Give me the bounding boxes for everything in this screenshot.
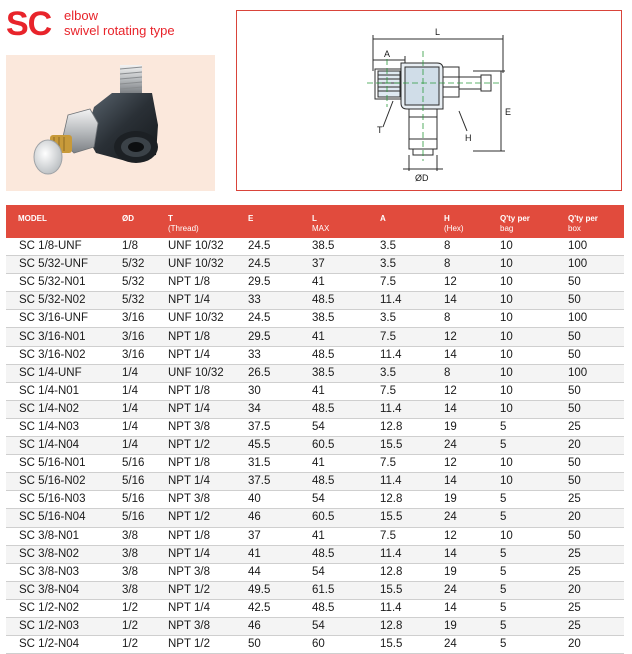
table-cell: 14 [432, 346, 488, 364]
table-cell: NPT 1/8 [156, 382, 236, 400]
table-row [6, 545, 624, 563]
table-cell: 7.5 [368, 382, 432, 400]
table-row [6, 292, 624, 310]
table-cell: 1/2 [110, 636, 156, 654]
table-cell: 61.5 [300, 581, 368, 599]
table-cell: 50 [556, 473, 624, 491]
table-cell: 1/8 [110, 238, 156, 256]
table-row [6, 274, 624, 292]
table-cell: 100 [556, 310, 624, 328]
table-cell: 34 [236, 400, 300, 418]
table-row [6, 238, 624, 256]
table-cell: 10 [488, 382, 556, 400]
table-row [6, 328, 624, 346]
table-cell: SC 3/8-N04 [6, 581, 110, 599]
table-cell: 1/4 [110, 400, 156, 418]
table-cell: 46 [236, 617, 300, 635]
table-cell: 41 [300, 274, 368, 292]
table-cell: 20 [556, 509, 624, 527]
table-cell: 25 [556, 617, 624, 635]
table-cell: 3/8 [110, 563, 156, 581]
table-cell: 29.5 [236, 274, 300, 292]
table-cell: NPT 1/2 [156, 509, 236, 527]
table-cell: 49.5 [236, 581, 300, 599]
product-photo [6, 55, 215, 191]
table-cell: NPT 1/4 [156, 473, 236, 491]
table-cell: 38.5 [300, 310, 368, 328]
column-header [556, 205, 624, 238]
table-cell: 24.5 [236, 238, 300, 256]
label-A: A [384, 49, 391, 59]
table-row [6, 617, 624, 635]
table-cell: UNF 10/32 [156, 256, 236, 274]
table-cell: 11.4 [368, 599, 432, 617]
table-cell: 48.5 [300, 292, 368, 310]
description-line-1: elbow [64, 8, 98, 23]
table-cell: 50 [556, 382, 624, 400]
column-header [156, 205, 236, 238]
table-cell: 10 [488, 473, 556, 491]
table-cell: NPT 1/2 [156, 437, 236, 455]
table-row [6, 400, 624, 418]
table-cell: 3/8 [110, 581, 156, 599]
table-cell: 24.5 [236, 310, 300, 328]
label-T: T [377, 125, 383, 135]
table-cell: 14 [432, 400, 488, 418]
table-cell: 33 [236, 346, 300, 364]
table-cell: 12.8 [368, 418, 432, 436]
table-cell: 12.8 [368, 617, 432, 635]
column-header-sublabel: (Thread) [168, 224, 199, 233]
table-row [6, 310, 624, 328]
table-cell: SC 5/16-N03 [6, 491, 110, 509]
table-cell: 3/16 [110, 346, 156, 364]
table-cell: SC 5/32-N01 [6, 274, 110, 292]
table-cell: 100 [556, 364, 624, 382]
label-H: H [465, 133, 472, 143]
table-cell: 3/16 [110, 310, 156, 328]
table-cell: 15.5 [368, 509, 432, 527]
table-cell: SC 1/2-N02 [6, 599, 110, 617]
table-cell: 14 [432, 599, 488, 617]
table-cell: 5 [488, 636, 556, 654]
table-cell: 7.5 [368, 455, 432, 473]
table-cell: 54 [300, 491, 368, 509]
table-cell: 5 [488, 418, 556, 436]
table-row [6, 382, 624, 400]
table-cell: 10 [488, 400, 556, 418]
table-cell: 41 [300, 527, 368, 545]
table-cell: 25 [556, 491, 624, 509]
table-cell: SC 1/4-UNF [6, 364, 110, 382]
table-cell: 26.5 [236, 364, 300, 382]
table-cell: UNF 10/32 [156, 364, 236, 382]
table-cell: 25 [556, 545, 624, 563]
table-cell: 5/16 [110, 491, 156, 509]
label-E: E [505, 107, 512, 117]
table-cell: 5/32 [110, 256, 156, 274]
table-row [6, 346, 624, 364]
table-row [6, 527, 624, 545]
table-cell: SC 3/16-N01 [6, 328, 110, 346]
column-header-label: A [380, 214, 386, 223]
table-cell: SC 3/16-UNF [6, 310, 110, 328]
table-cell: 1/4 [110, 364, 156, 382]
table-cell: 37.5 [236, 473, 300, 491]
table-cell: NPT 1/4 [156, 346, 236, 364]
table-cell: 1/4 [110, 382, 156, 400]
column-header-label: L [312, 214, 317, 223]
table-cell: UNF 10/32 [156, 310, 236, 328]
table-cell: 14 [432, 292, 488, 310]
table-cell: SC 1/2-N04 [6, 636, 110, 654]
table-cell: NPT 1/8 [156, 274, 236, 292]
table-cell: SC 1/4-N04 [6, 437, 110, 455]
column-header-sublabel: bag [500, 224, 514, 233]
table-cell: NPT 1/8 [156, 527, 236, 545]
table-cell: 33 [236, 292, 300, 310]
table-cell: 3.5 [368, 310, 432, 328]
table-cell: 10 [488, 238, 556, 256]
table-cell: NPT 3/8 [156, 418, 236, 436]
table-cell: SC 3/8-N01 [6, 527, 110, 545]
table-cell: 12 [432, 527, 488, 545]
table-cell: 46 [236, 509, 300, 527]
table-cell: 24 [432, 636, 488, 654]
table-cell: 7.5 [368, 328, 432, 346]
column-header-label: ØD [122, 214, 134, 223]
table-body [6, 238, 624, 654]
table-cell: 41 [300, 455, 368, 473]
table-cell: 3/16 [110, 328, 156, 346]
specification-table [6, 205, 624, 654]
table-cell: 3.5 [368, 238, 432, 256]
table-cell: NPT 3/8 [156, 617, 236, 635]
description-line-2: swivel rotating type [64, 23, 175, 38]
column-header-label: Q'ty per [500, 214, 530, 223]
column-header-label: Q'ty per [568, 214, 598, 223]
table-row [6, 636, 624, 654]
column-header [6, 205, 110, 238]
table-row [6, 599, 624, 617]
table-row [6, 364, 624, 382]
table-cell: SC 5/32-UNF [6, 256, 110, 274]
table-cell: 24 [432, 581, 488, 599]
table-cell: 15.5 [368, 581, 432, 599]
fitting-photo-image [6, 55, 215, 191]
column-header-sublabel: (Hex) [444, 224, 464, 233]
table-cell: 20 [556, 636, 624, 654]
table-cell: 42.5 [236, 599, 300, 617]
table-cell: 5/16 [110, 509, 156, 527]
table-cell: 41 [300, 328, 368, 346]
table-cell: 24.5 [236, 256, 300, 274]
table-cell: 48.5 [300, 545, 368, 563]
table-cell: SC 1/4-N01 [6, 382, 110, 400]
table-cell: 50 [556, 455, 624, 473]
table-cell: NPT 1/4 [156, 292, 236, 310]
column-header-label: MODEL [18, 214, 47, 223]
column-header-label: E [248, 214, 254, 223]
table-cell: SC 3/8-N03 [6, 563, 110, 581]
table-cell: 41 [236, 545, 300, 563]
table-cell: 41 [300, 382, 368, 400]
table-cell: 12 [432, 455, 488, 473]
table-cell: UNF 10/32 [156, 238, 236, 256]
column-header-label: T [168, 214, 173, 223]
table-row [6, 581, 624, 599]
table-cell: 44 [236, 563, 300, 581]
table-cell: 50 [236, 636, 300, 654]
table-cell: 14 [432, 545, 488, 563]
table-row [6, 418, 624, 436]
table-cell: 25 [556, 418, 624, 436]
table-cell: 48.5 [300, 599, 368, 617]
table-cell: SC 5/32-N02 [6, 292, 110, 310]
table-cell: 5 [488, 509, 556, 527]
table-cell: 19 [432, 617, 488, 635]
product-code: SC [6, 5, 52, 43]
column-header [236, 205, 300, 238]
table-cell: 30 [236, 382, 300, 400]
technical-drawing [236, 10, 622, 191]
table-cell: 25 [556, 563, 624, 581]
table-cell: 60.5 [300, 509, 368, 527]
table-cell: 50 [556, 400, 624, 418]
table-cell: 8 [432, 256, 488, 274]
table-cell: 29.5 [236, 328, 300, 346]
table-cell: NPT 3/8 [156, 491, 236, 509]
column-header [110, 205, 156, 238]
table-cell: 25 [556, 599, 624, 617]
table-cell: 100 [556, 238, 624, 256]
table-cell: 10 [488, 328, 556, 346]
table-cell: 37.5 [236, 418, 300, 436]
table-cell: 54 [300, 563, 368, 581]
table-cell: 24 [432, 437, 488, 455]
table-cell: 11.4 [368, 292, 432, 310]
label-L: L [435, 27, 441, 37]
table-cell: 5 [488, 545, 556, 563]
table-cell: 5 [488, 563, 556, 581]
table-cell: SC 1/2-N03 [6, 617, 110, 635]
table-cell: NPT 1/4 [156, 599, 236, 617]
table-cell: SC 5/16-N01 [6, 455, 110, 473]
column-header-sublabel: MAX [312, 224, 330, 233]
table-cell: 48.5 [300, 400, 368, 418]
table-cell: 11.4 [368, 473, 432, 491]
table-cell: 8 [432, 310, 488, 328]
table-cell: 10 [488, 455, 556, 473]
table-cell: 1/4 [110, 437, 156, 455]
table-cell: NPT 1/4 [156, 545, 236, 563]
table-cell: 12 [432, 382, 488, 400]
table-cell: 10 [488, 346, 556, 364]
table-cell: NPT 3/8 [156, 563, 236, 581]
table-cell: 60 [300, 636, 368, 654]
table-cell: NPT 1/2 [156, 636, 236, 654]
table-cell: 10 [488, 274, 556, 292]
table-cell: 14 [432, 473, 488, 491]
table-cell: 10 [488, 364, 556, 382]
table-cell: 5/32 [110, 292, 156, 310]
table-cell: 60.5 [300, 437, 368, 455]
table-cell: 48.5 [300, 346, 368, 364]
table-cell: 50 [556, 346, 624, 364]
table-row [6, 491, 624, 509]
table-cell: NPT 1/8 [156, 455, 236, 473]
table-cell: NPT 1/2 [156, 581, 236, 599]
table-cell: 12.8 [368, 491, 432, 509]
table-row [6, 563, 624, 581]
column-header-sublabel: box [568, 224, 581, 233]
table-row [6, 437, 624, 455]
table-cell: 8 [432, 364, 488, 382]
table-cell: 5 [488, 491, 556, 509]
table-cell: 19 [432, 418, 488, 436]
table-cell: SC 5/16-N04 [6, 509, 110, 527]
table-cell: 20 [556, 437, 624, 455]
table-cell: 54 [300, 418, 368, 436]
table-cell: 19 [432, 491, 488, 509]
table-cell: 7.5 [368, 527, 432, 545]
table-cell: 5/16 [110, 473, 156, 491]
table-cell: 37 [236, 527, 300, 545]
table-cell: 11.4 [368, 346, 432, 364]
table-cell: 40 [236, 491, 300, 509]
table-cell: 10 [488, 256, 556, 274]
table-cell: NPT 1/4 [156, 400, 236, 418]
table-row [6, 256, 624, 274]
product-description [64, 8, 175, 38]
table-cell: 5 [488, 437, 556, 455]
table-cell: 5/32 [110, 274, 156, 292]
column-header [488, 205, 556, 238]
table-cell: 38.5 [300, 238, 368, 256]
table-cell: 3/8 [110, 527, 156, 545]
table-cell: 5 [488, 617, 556, 635]
table-cell: 12.8 [368, 563, 432, 581]
table-cell: 38.5 [300, 364, 368, 382]
table-cell: 10 [488, 527, 556, 545]
table-cell: 48.5 [300, 473, 368, 491]
table-cell: SC 5/16-N02 [6, 473, 110, 491]
table-cell: 15.5 [368, 636, 432, 654]
table-cell: 3.5 [368, 364, 432, 382]
table-cell: NPT 1/8 [156, 328, 236, 346]
table-cell: 3.5 [368, 256, 432, 274]
label-OD: ØD [415, 173, 429, 183]
table-cell: 50 [556, 292, 624, 310]
table-cell: 54 [300, 617, 368, 635]
table-cell: SC 1/4-N03 [6, 418, 110, 436]
table-cell: 10 [488, 310, 556, 328]
table-cell: 1/4 [110, 418, 156, 436]
table-cell: 50 [556, 527, 624, 545]
table-row [6, 473, 624, 491]
table-cell: 1/2 [110, 599, 156, 617]
column-header [432, 205, 488, 238]
table-cell: 15.5 [368, 437, 432, 455]
table-header-row [6, 205, 624, 238]
table-cell: 12 [432, 274, 488, 292]
table-cell: 31.5 [236, 455, 300, 473]
column-header [300, 205, 368, 238]
table-cell: 12 [432, 328, 488, 346]
table-cell: 19 [432, 563, 488, 581]
table-cell: 3/8 [110, 545, 156, 563]
table-cell: 37 [300, 256, 368, 274]
table-cell: 5 [488, 581, 556, 599]
table-cell: 45.5 [236, 437, 300, 455]
column-header-label: H [444, 214, 450, 223]
table-cell: 5/16 [110, 455, 156, 473]
table-row [6, 509, 624, 527]
table-cell: 100 [556, 256, 624, 274]
table-cell: 11.4 [368, 545, 432, 563]
table-cell: SC 3/8-N02 [6, 545, 110, 563]
table-cell: 1/2 [110, 617, 156, 635]
table-cell: SC 1/8-UNF [6, 238, 110, 256]
table-cell: 8 [432, 238, 488, 256]
table-row [6, 455, 624, 473]
table-cell: 7.5 [368, 274, 432, 292]
table-cell: 5 [488, 599, 556, 617]
column-header [368, 205, 432, 238]
table-cell: 11.4 [368, 400, 432, 418]
dimension-drawing [237, 11, 620, 189]
table-cell: 10 [488, 292, 556, 310]
table-cell: 24 [432, 509, 488, 527]
table-cell: SC 1/4-N02 [6, 400, 110, 418]
table-cell: 50 [556, 274, 624, 292]
table-cell: SC 3/16-N02 [6, 346, 110, 364]
table-cell: 50 [556, 328, 624, 346]
table-cell: 20 [556, 581, 624, 599]
